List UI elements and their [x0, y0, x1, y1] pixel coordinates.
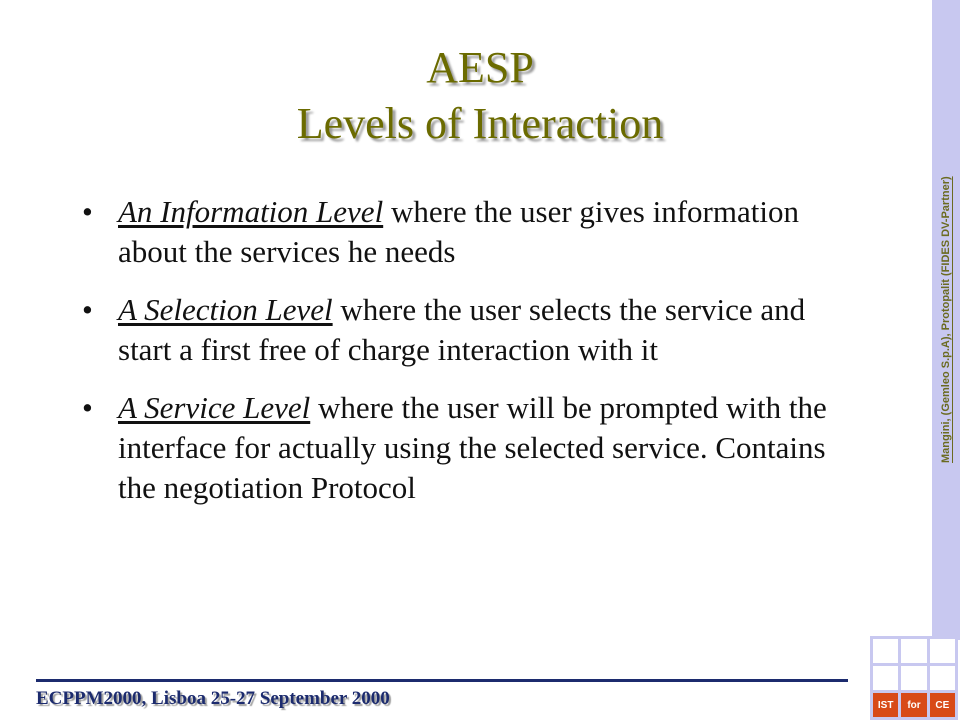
- logo-grid-cell: [901, 639, 926, 663]
- logo-grid-cell: [873, 639, 898, 663]
- bullet-dot: •: [82, 194, 93, 229]
- logo-badge-ist: IST: [873, 693, 898, 717]
- footer-divider: [36, 679, 848, 682]
- bullet-item-service: [78, 388, 848, 508]
- logo-badge-ce: CE: [930, 693, 955, 717]
- level-name: An Information Level: [118, 194, 384, 229]
- logo-grid-cell: [901, 666, 926, 690]
- footer-text: ECPPM2000, Lisboa 25-27 September 2000: [36, 688, 390, 709]
- bullet-dot: •: [82, 390, 93, 425]
- author-credit: Mangini, (Gemleo S.p.A), Protopalit (FIDES DV-Partner): [940, 176, 952, 464]
- bullet-item-selection: [78, 290, 848, 370]
- level-description: where the user selects the service and start a first free of charge interaction with it: [118, 292, 806, 367]
- level-name: A Service Level: [118, 390, 311, 425]
- bullet-dot: •: [82, 292, 93, 327]
- slide-title: [0, 40, 960, 152]
- title-line-2: Levels of Interaction: [296, 99, 664, 148]
- logo-badge-for: for: [901, 693, 926, 717]
- level-description: where the user gives information about the services he needs: [118, 194, 799, 269]
- title-line-1: AESP: [426, 43, 534, 92]
- bullet-item-information: [78, 192, 848, 272]
- ist-logo-grid: [870, 636, 958, 720]
- level-description: where the user will be prompted with the interface for actually using the selected service. Contains the negotiation Protocol: [118, 390, 827, 505]
- logo-grid-cell: [930, 639, 955, 663]
- level-name: A Selection Level: [118, 292, 333, 327]
- logo-grid-cell: [930, 666, 955, 690]
- bullet-list: [78, 192, 848, 526]
- logo-grid-cell: [873, 666, 898, 690]
